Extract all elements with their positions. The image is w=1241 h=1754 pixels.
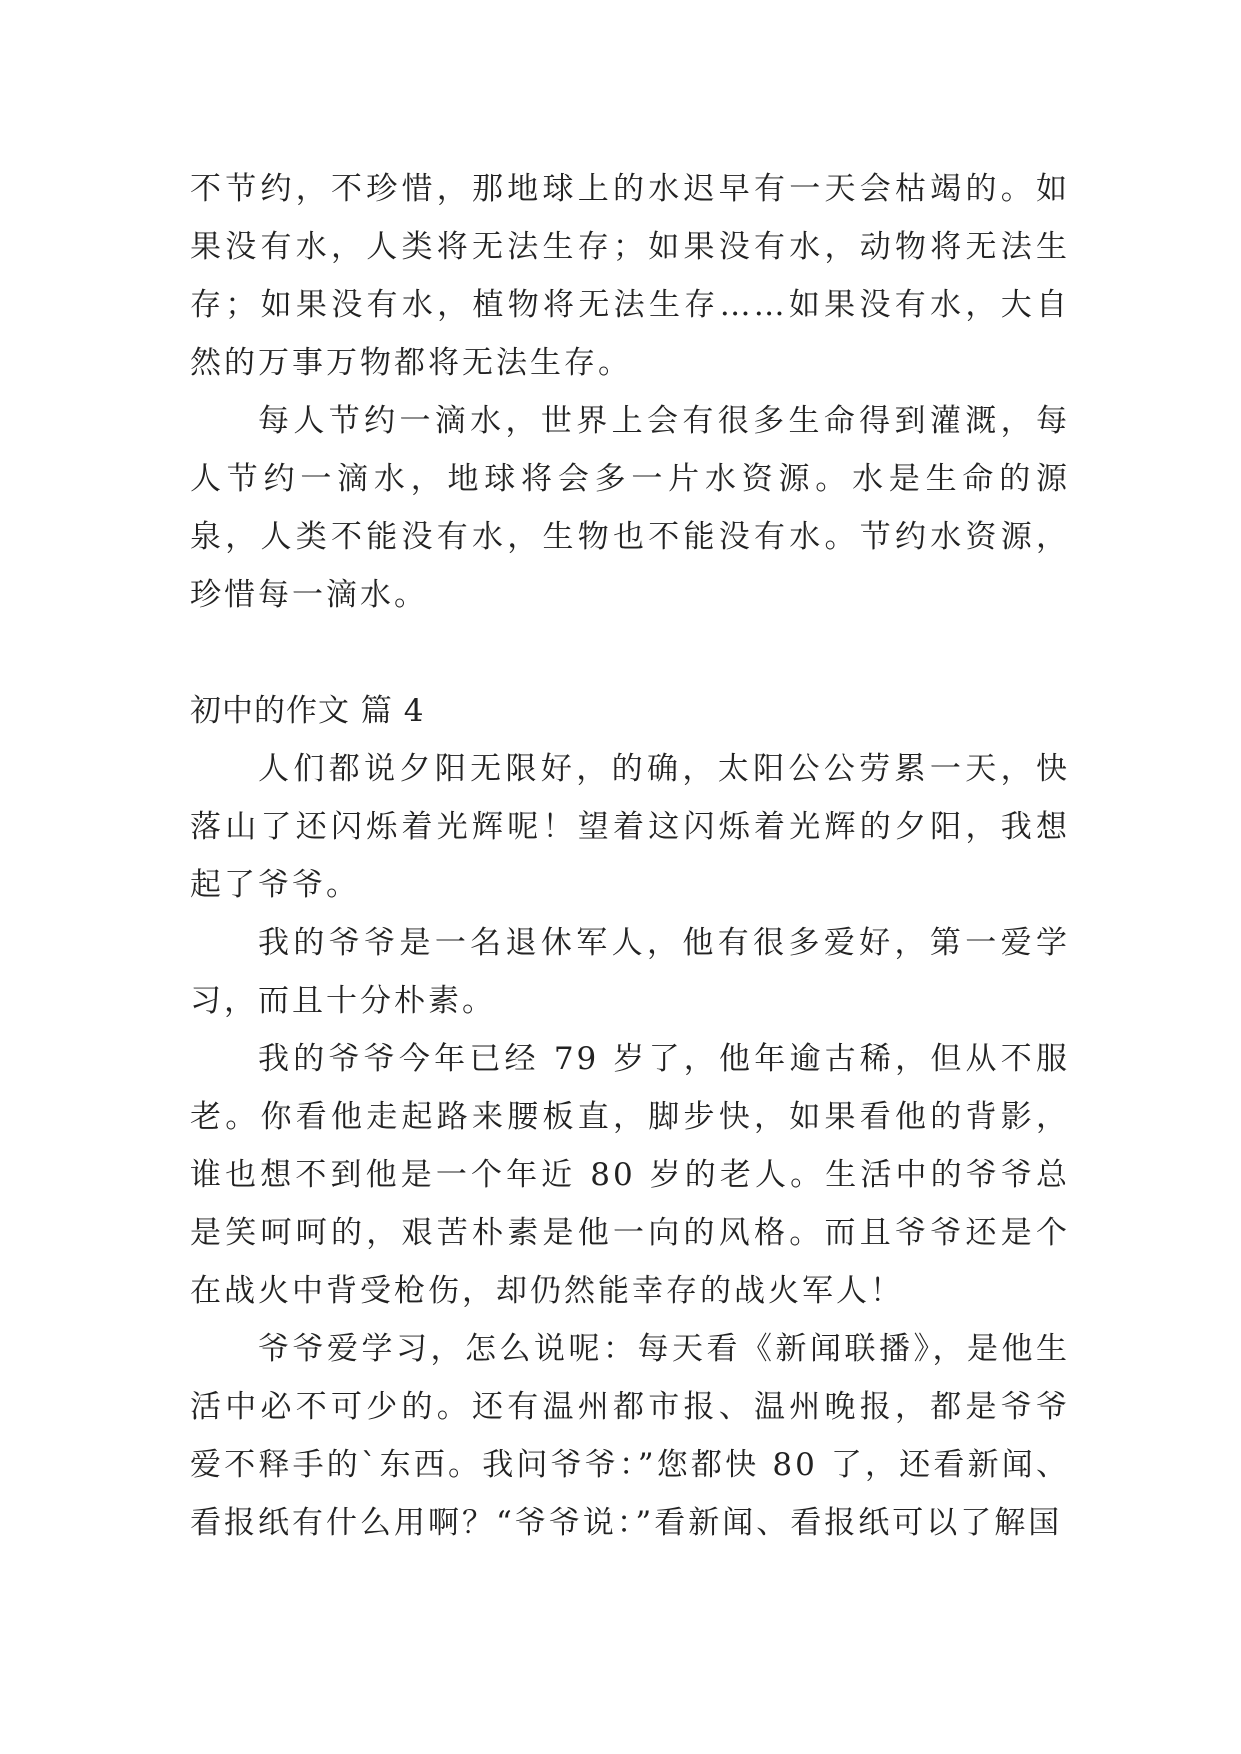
paragraph-water-consequences: 不节约，不珍惜，那地球上的水迟早有一天会枯竭的。如果没有水，人类将无法生存；如果没有水，动物将无法生存；如果没有水，植物将无法生存……如果没有水，大自然的万事万物都将无法生存。 [190, 171, 1070, 381]
paragraph-sunset: 人们都说夕阳无限好，的确，太阳公公劳累一天，快落山了还闪烁着光辉呢！望着这闪烁着光辉的夕阳，我想起了爷爷。 [190, 751, 1070, 903]
paragraph-grandpa-intro: 我的爷爷是一名退休军人，他有很多爱好，第一爱学习，而且十分朴素。 [190, 925, 1070, 1019]
section-heading: 初中的作文 篇 4 [190, 693, 425, 729]
document-body [190, 160, 1070, 1552]
paragraph-save-water: 每人节约一滴水，世界上会有很多生命得到灌溉，每人节约一滴水，地球将会多一片水资源。水是生命的源泉，人类不能没有水，生物也不能没有水。节约水资源，珍惜每一滴水。 [190, 403, 1070, 613]
paragraph-grandpa-age: 我的爷爷今年已经 79 岁了，他年逾古稀，但从不服老。你看他走起路来腰板直，脚步快，如果看他的背影，谁也想不到他是一个年近 80 岁的老人。生活中的爷爷总是笑呵呵的，艰苦朴素是他一向的风格。而且爷爷还是个在战火中背受枪伤，却仍然能幸存的战火军人！ [190, 1041, 1070, 1309]
paragraph-grandpa-study: 爷爷爱学习，怎么说呢：每天看《新闻联播》，是他生活中必不可少的。还有温州都市报、温州晚报，都是爷爷爱不释手的`东西。我问爷爷：”您都快 80 了，还看新闻、看报纸有什么用啊？“爷爷说：”看新闻、看报纸可以了解国 [190, 1331, 1071, 1541]
